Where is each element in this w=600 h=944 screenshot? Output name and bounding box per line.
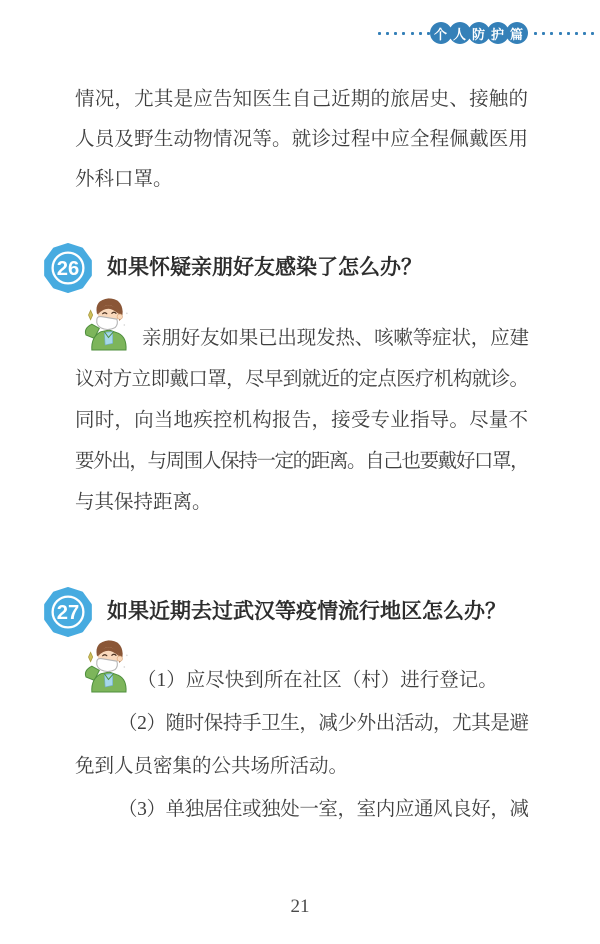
text-line: 免到人员密集的公共场所活动。 (75, 756, 349, 777)
text-line: 议对方立即戴口罩，尽早到就近的定点医疗机构就诊。 (75, 369, 528, 390)
dotted-line-left-icon (375, 32, 432, 35)
text-line: 情况，尤其是应告知医生自己近期的旅居史、接触的 (75, 89, 528, 110)
answer-27-paragraph (75, 659, 528, 831)
question-26-number-badge-icon (43, 243, 93, 293)
text-line: （3）单独居住或独处一室，室内应通风良好，减 (118, 799, 528, 820)
question-27-number-badge-icon (43, 587, 93, 637)
text-line: 外科口罩。 (75, 169, 173, 190)
text-line: 亲朋好友如果已出现发热、咳嗽等症状，应建 (142, 328, 528, 349)
text-line: 人员及野生动物情况等。就诊过程中应全程佩戴医用 (75, 129, 528, 150)
page-number: 21 (290, 896, 310, 917)
chapter-char-circle: 护 (487, 22, 509, 44)
chapter-char-circle: 个 (430, 22, 452, 44)
text-line: （1）应尽快到所在社区（村）进行登记。 (137, 670, 498, 691)
intro-paragraph (75, 80, 528, 200)
text-line: （2）随时保持手卫生，减少外出活动，尤其是避 (118, 713, 528, 734)
chapter-char-circle: 人 (449, 22, 471, 44)
text-line: 要外出，与周围人保持一定的距离。自己也要戴好口罩， (75, 451, 528, 472)
dotted-line-right-icon (532, 32, 598, 35)
chapter-header (375, 20, 597, 46)
svg-text:27: 27 (56, 602, 80, 625)
question-27-title: 如果近期去过武汉等疫情流行地区怎么办？ (107, 600, 506, 623)
answer-26-paragraph (75, 318, 528, 523)
svg-text:26: 26 (56, 258, 80, 281)
chapter-char-circle: 防 (468, 22, 490, 44)
text-line: 与其保持距离。 (75, 492, 212, 513)
text-line: 同时，向当地疾控机构报告，接受专业指导。尽量不 (75, 410, 528, 431)
chapter-char-circle: 篇 (506, 22, 528, 44)
question-26-title: 如果怀疑亲朋好友感染了怎么办？ (107, 256, 422, 279)
